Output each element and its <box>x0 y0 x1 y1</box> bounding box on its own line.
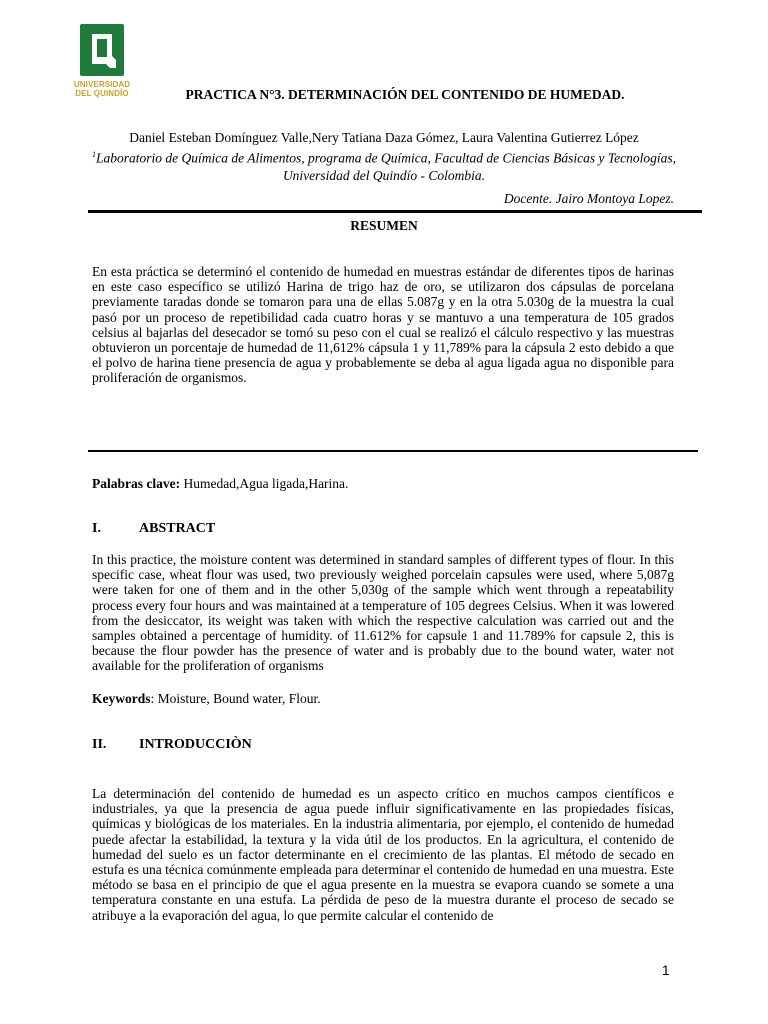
logo-emblem <box>80 24 124 76</box>
keywords <box>92 691 321 707</box>
keywords-label: Keywords <box>92 691 151 706</box>
authors: Daniel Esteban Domínguez Valle,Nery Tatiana Daza Gómez, Laura Valentina Gutierrez López <box>129 130 639 145</box>
palabras-clave-value: Humedad,Agua ligada,Harina. <box>180 476 349 491</box>
affiliation-superscript: 1 <box>92 150 97 159</box>
paper-title: PRACTICA N°3. DETERMINACIÓN DEL CONTENIDO DE HUMEDAD. <box>185 87 625 102</box>
introduccion-heading <box>92 737 252 753</box>
abstract-title: ABSTRACT <box>139 521 216 536</box>
page-number: 1 <box>662 963 670 978</box>
logo-line2: DEL QUINDÍO <box>75 89 129 98</box>
abstract-text: In this practice, the moisture content was determined in standard samples of different types of flour. In this specific case, wheat flour was used, two previously weighed porcelain capsules were used, where 5,087g were taken for one of them and in the other 5,030g of the sample which went through a repeatability process every four hours and was maintained at a temperature of 105 degrees Celsius. When it was lowered from the desiccator, its weight was taken with which the respective calculation was carried out and the samples obtained a percentage of humidity. of 11.612% for capsule 1 and 11.789% for capsule 2, this is because the flour powder has the presence of water and is probably due to the bound water, water not available for the proliferation of organisms <box>92 552 674 674</box>
resumen-heading: RESUMEN <box>350 218 418 233</box>
university-logo <box>68 22 136 102</box>
affiliation <box>90 146 678 184</box>
introduccion-text: La determinación del contenido de humedad es un aspecto crítico en muchos campos científicos e industriales, ya que la presencia de agua puede influir significativamente en las propiedades físicas, químicas y biológicas de los materiales. En la industria alimentaria, por ejemplo, el contenido de humedad puede afectar la estabilidad, la textura y la vida útil de los productos. En la agricultura, el contenido de humedad del suelo es un factor determinante en el crecimiento de las plantas. El método de secado en estufa es una técnica comúnmente empleada para determinar el contenido de humedad en una muestra. Este método se basa en el principio de que el agua presente en la muestra se evapora cuando se somete a una temperatura constante en una estufa. La pérdida de peso de la muestra durante el proceso de secado se atribuye a la evaporación del agua, lo que permite calcular el contenido de <box>92 786 674 923</box>
logo-q-icon <box>88 30 116 68</box>
logo-line1: UNIVERSIDAD <box>73 80 131 89</box>
palabras-clave-label: Palabras clave: <box>92 476 181 491</box>
palabras-clave <box>92 476 348 492</box>
docente: Docente. Jairo Montoya Lopez. <box>503 191 674 206</box>
divider-middle <box>88 450 698 452</box>
abstract-number: I. <box>92 521 101 536</box>
introduccion-number: II. <box>92 737 107 752</box>
abstract-heading <box>92 521 215 537</box>
divider-top <box>88 210 702 213</box>
introduccion-title: INTRODUCCIÒN <box>139 737 252 752</box>
keywords-value: : Moisture, Bound water, Flour. <box>150 691 321 706</box>
resumen-text: En esta práctica se determinó el contenido de humedad en muestras estándar de diferentes tipos de harinas en este caso específico se utilizó Harina de trigo haz de oro, se utilizaron dos cápsulas de porcelana previamente taradas donde se tomaron para una de ellas 5.087g y en la otra 5.030g de la muestra la cual pasó por un proceso de repetibilidad cada cuatro horas y se mantuvo a una temperatura de 105 grados celsius al bajarlas del desecador se tomó su peso con el cual se realizó el cálculo respectivo y las muestras obtuvieron un porcentaje de humedad de 11,612% cápsula 1 y 11,789% para la cápsula 2 esto debido a que el polvo de harina tiene presencia de agua y probablemente se deba al agua ligada agua no disponible para proliferación de organismos. <box>92 264 674 386</box>
affiliation-text: Laboratorio de Química de Alimentos, programa de Química, Facultad de Ciencias Básicas y Tecnologías, Universidad del Quindío - Colombia. <box>96 150 676 183</box>
